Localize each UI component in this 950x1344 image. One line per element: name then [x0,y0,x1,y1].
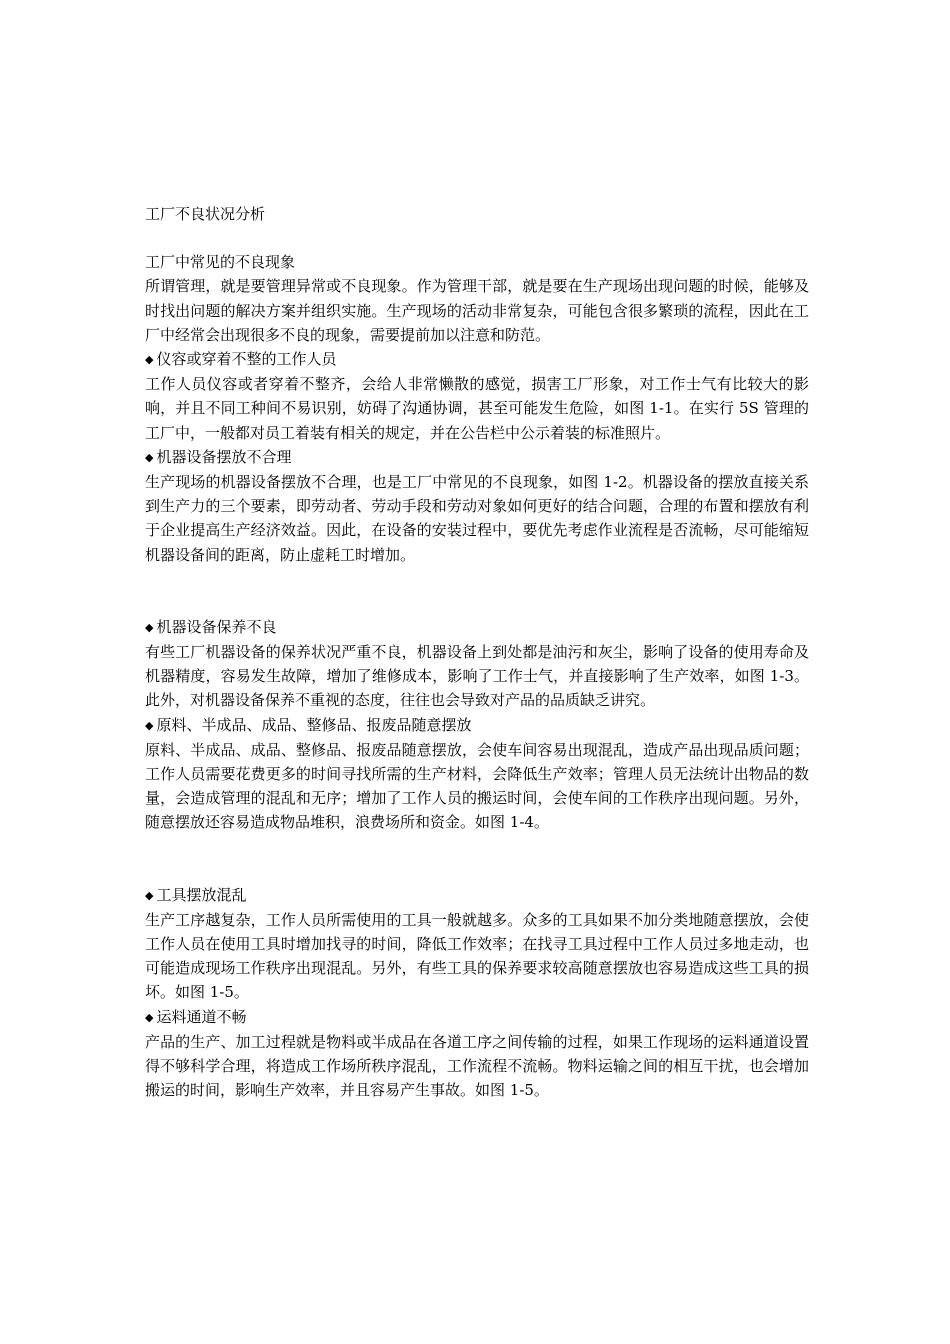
item-body: 产品的生产、加工过程就是物料或半成品在各道工序之间传输的过程，如果工作现场的运料通道设置得不够科学合理，将造成工作场所秩序混乱，工作流程不流畅。物料运输之间的相互干扰，也会增加搬运的时间，影响生产效率，并且容易产生事故。如图 1-5。 [145,1032,809,1100]
diamond-bullet-icon: ◆ [145,1010,154,1024]
diamond-bullet-icon: ◆ [145,450,154,464]
item-body: 工作人员仪容或者穿着不整齐，会给人非常懒散的感觉，损害工厂形象，对工作士气有比较大的影响，并且不同工种间不易识别，妨碍了沟通协调，甚至可能发生危险，如图 1-1。在实行 5S 管理的工厂中，一般都对员工着装有相关的规定，并在公告栏中公示着装的标准照片。 [145,375,809,442]
section-title: 工厂中常见的不良现象 [145,253,296,272]
item-body: 有些工厂机器设备的保养状况严重不良，机器设备上到处都是油污和灰尘，影响了设备的使用寿命及机器精度，容易发生故障，增加了维修成本，影响了工作士气，并直接影响了生产效率，如图 1-3。此外，对机器设备保养不重视的态度，往往也会导致对产品的品质缺乏讲究。 [145,643,809,710]
item-heading-text: 机器设备保养不良 [156,617,277,636]
item-heading [145,445,809,470]
spacer [145,567,809,615]
item-heading [145,1005,809,1030]
item-heading [145,615,809,640]
item-heading-text: 机器设备摆放不合理 [156,447,292,466]
item-heading [145,347,809,372]
item-heading-text: 原料、半成品、成品、整修品、报废品随意摆放 [156,715,472,734]
item-body: 原料、半成品、成品、整修品、报废品随意摆放，会使车间容易出现混乱，造成产品出现品质问题；工作人员需要花费更多的时间寻找所需的生产材料，会降低生产效率；管理人员无法统计出物品的数量，会造成管理的混乱和无序；增加了工作人员的搬运时间，会使车间的工作秩序出现问题。另外，随意摆放还容易造成物品堆积，浪费场所和资金。如图 1-4。 [145,740,809,832]
item-heading [145,713,809,738]
diamond-bullet-icon: ◆ [145,620,154,634]
diamond-bullet-icon: ◆ [145,718,154,732]
item-heading-text: 仪容或穿着不整的工作人员 [156,350,337,369]
document-title: 工厂不良状况分析 [145,205,266,223]
diamond-bullet-icon: ◆ [145,888,154,902]
item-heading-text: 工具摆放混乱 [156,885,247,904]
spacer [145,835,809,883]
intro-paragraph: 所谓管理，就是要管理异常或不良现象。作为管理干部，就是要在生产现场出现问题的时候，能够及时找出问题的解决方案并组织实施。生产现场的活动非常复杂，可能包含很多繁琐的流程，因此在工厂中经常会出现很多不良的现象，需要提前加以注意和防范。 [145,277,809,344]
item-body: 生产工序越复杂，工作人员所需使用的工具一般就越多。众多的工具如果不加分类地随意摆放，会使工作人员在使用工具时增加找寻的时间，降低工作效率；在找寻工具过程中工作人员过多地走动，也可能造成现场工作秩序出现混乱。另外，有些工具的保养要求较高随意摆放也容易造成这些工具的损坏。如图 1-5。 [145,910,809,1002]
spacer [145,226,809,250]
document-page [145,202,809,1103]
item-heading-text: 运料通道不畅 [156,1007,247,1026]
item-heading [145,883,809,908]
diamond-bullet-icon: ◆ [145,353,154,367]
item-body: 生产现场的机器设备摆放不合理，也是工厂中常见的不良现象，如图 1-2。机器设备的摆放直接关系到生产力的三个要素，即劳动者、劳动手段和劳动对象如何更好的结合问题，合理的布置和摆放有利于企业提高生产经济效益。因此，在设备的安装过程中，要优先考虑作业流程是否流畅，尽可能缩短机器设备间的距离，防止虚耗工时增加。 [145,473,809,564]
